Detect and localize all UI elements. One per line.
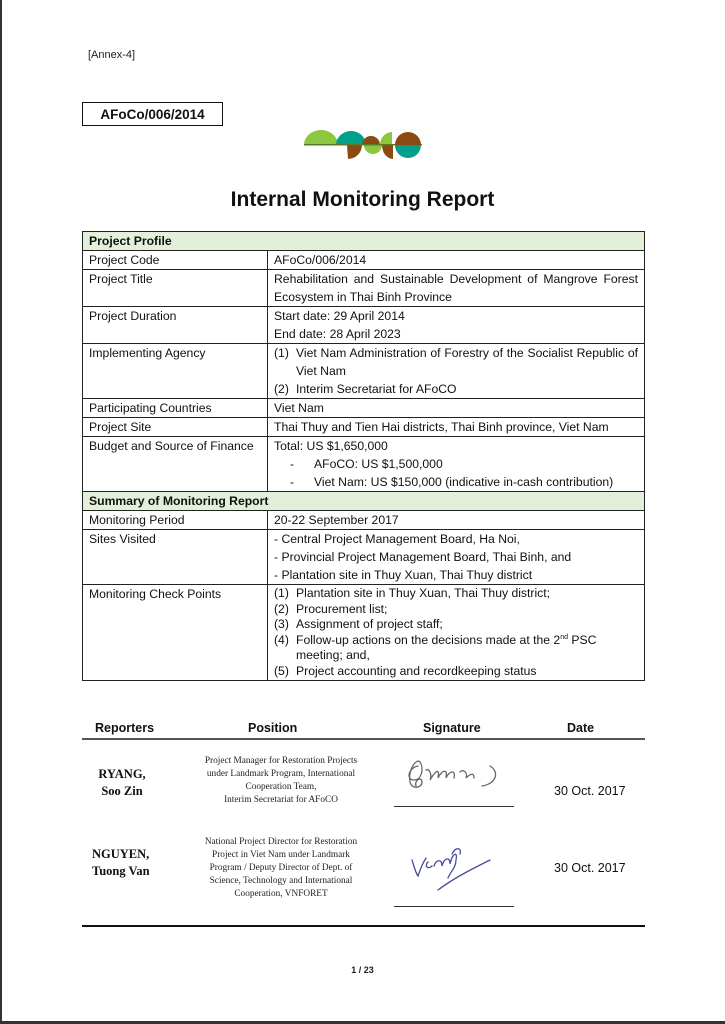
row-label: Participating Countries — [83, 399, 268, 418]
header-position: Position — [248, 721, 298, 735]
check-point-item: (4) Follow-up actions on the decisions made at the 2nd PSC meeting; and, — [274, 632, 597, 662]
site-item: - Central Project Management Board, Ha Noi, — [274, 532, 520, 546]
reporter-name: RYANG, Soo Zin — [98, 767, 146, 798]
table-row-sites-visited — [83, 530, 645, 585]
reporters-header — [82, 718, 645, 740]
row-label: Project Code — [83, 251, 268, 270]
table-row-project-code — [83, 251, 645, 270]
check-point-item: (3) Assignment of project staff; — [274, 617, 443, 631]
row-value — [268, 530, 645, 585]
header-signature: Signature — [423, 721, 481, 735]
table-row-check-points — [83, 585, 645, 681]
row-value: Rehabilitation and Sustainable Development of Mangrove Forest Ecosystem in Thai Binh Province — [268, 270, 645, 307]
section-header-project-profile: Project Profile — [83, 232, 645, 251]
reporter-position: National Project Director for Restoration Project in Viet Nam under Landmark Program / Deputy Director of Dept. of Science, Technology and International Cooperation, VNFORET — [204, 837, 358, 899]
budget-item: - AFoCO: US $1,500,000 — [290, 457, 443, 471]
row-value: Thai Thuy and Tien Hai districts, Thai Binh province, Viet Nam — [268, 418, 645, 437]
annex-label: [Annex-4] — [88, 49, 136, 61]
header-reporters: Reporters — [95, 721, 155, 735]
row-label: Monitoring Period — [83, 511, 268, 530]
signature-nguyen-icon — [398, 840, 508, 896]
signature-line — [394, 806, 514, 807]
reporter-row — [82, 836, 645, 911]
page-left-edge — [0, 0, 2, 1024]
row-value: 20-22 September 2017 — [268, 511, 645, 530]
signature-ryang-icon — [400, 756, 510, 796]
reporter-date: 30 Oct. 2017 — [554, 784, 626, 798]
check-point-item: (5) Project accounting and recordkeeping status — [274, 663, 537, 678]
afoco-logo-icon — [302, 128, 424, 164]
row-value — [268, 437, 645, 492]
row-label: Monitoring Check Points — [83, 585, 268, 681]
row-label: Project Duration — [83, 307, 268, 344]
row-value — [268, 307, 645, 344]
table-row-project-title — [83, 270, 645, 307]
bottom-rule — [82, 925, 645, 927]
row-value: Viet Nam — [268, 399, 645, 418]
project-code-box — [82, 102, 223, 126]
budget-total: Total: US $1,650,000 — [274, 439, 388, 453]
row-value — [268, 344, 645, 399]
check-point-item: (1) Plantation site in Thuy Xuan, Thai Thuy district; — [274, 586, 551, 600]
reporter-row — [82, 752, 645, 814]
check-point-item: (2) Procurement list; — [274, 601, 388, 616]
row-label: Project Site — [83, 418, 268, 437]
table-row-budget — [83, 437, 645, 492]
row-value — [268, 585, 645, 681]
table-row-project-site — [83, 418, 645, 437]
page-title: Internal Monitoring Report — [230, 188, 495, 211]
site-item: - Provincial Project Management Board, Thai Binh, and — [274, 550, 572, 564]
site-item: - Plantation site in Thuy Xuan, Thai Thuy district — [274, 568, 533, 582]
table-row-project-duration — [83, 307, 645, 344]
end-date: End date: 28 April 2023 — [274, 327, 401, 341]
reporter-date: 30 Oct. 2017 — [554, 861, 626, 875]
row-label: Budget and Source of Finance — [83, 437, 268, 492]
project-profile-table — [82, 231, 645, 681]
signature-line — [394, 906, 514, 907]
table-row-implementing-agency — [83, 344, 645, 399]
page-indicator: 1 / 23 — [351, 965, 374, 975]
section-header-summary: Summary of Monitoring Report — [83, 492, 645, 511]
reporter-name: NGUYEN, Tuong Van — [92, 847, 150, 878]
row-label: Project Title — [83, 270, 268, 307]
row-value: AFoCo/006/2014 — [268, 251, 645, 270]
row-label: Implementing Agency — [83, 344, 268, 399]
row-label: Sites Visited — [83, 530, 268, 585]
budget-item: - Viet Nam: US $150,000 (indicative in-cash contribution) — [290, 475, 614, 489]
header-date: Date — [567, 721, 595, 735]
project-code-box-text: AFoCo/006/2014 — [100, 106, 205, 122]
reporter-position: Project Manager for Restoration Projects under Landmark Program, International Cooperation Team, Interim Secretariat for AFoCO — [204, 756, 358, 805]
agency-item: (2) Interim Secretariat for AFoCO — [274, 382, 457, 396]
agency-item: (1) Viet Nam Administration of Forestry of the Socialist Republic of Viet Nam — [274, 346, 638, 378]
table-row-participating-countries — [83, 399, 645, 418]
start-date: Start date: 29 April 2014 — [274, 309, 405, 323]
table-row-monitoring-period — [83, 511, 645, 530]
